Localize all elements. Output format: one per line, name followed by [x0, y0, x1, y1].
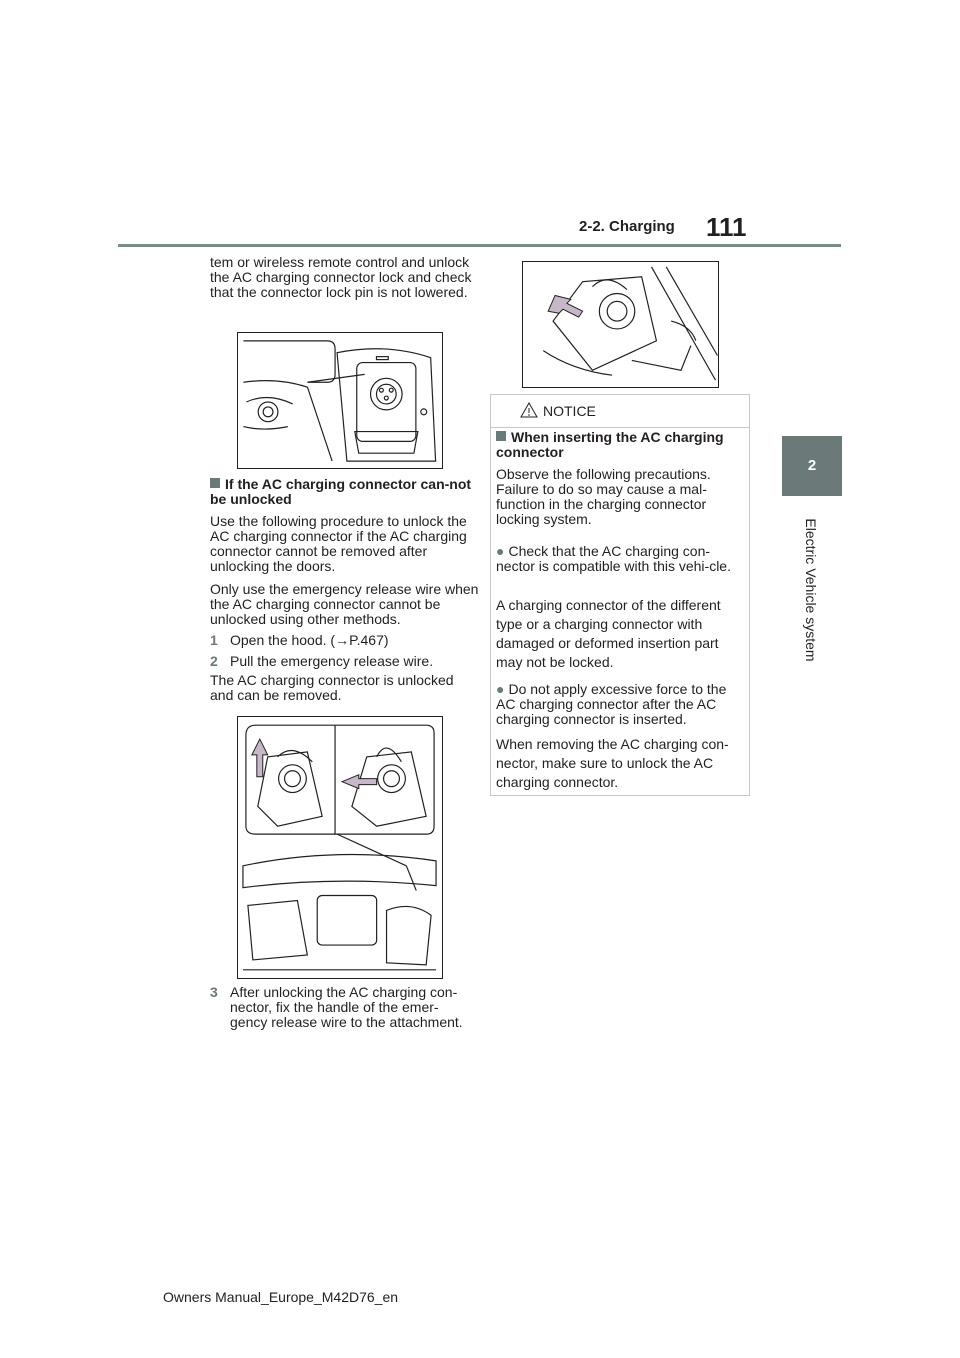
chapter-label: Electric Vehicle system: [803, 517, 819, 662]
attachment-illustration: [523, 262, 718, 387]
notice-para-removing: When removing the AC charging con-nector, make sure to unlock the AC charging connector.: [496, 736, 729, 790]
para-emergency-wire: Only use the emergency release wire when the AC charging connector cannot be unlocked using other methods.: [210, 581, 479, 627]
header-rule: [118, 244, 841, 247]
para-unlocked: The AC charging connector is unlocked and can be removed.: [210, 672, 454, 703]
charging-port-illustration: [238, 333, 442, 468]
intro-text: tem or wireless remote control and unlock the AC charging connector lock and check that the connector lock pin is not lowered.: [210, 254, 472, 300]
square-bullet-icon: [496, 431, 506, 441]
circle-bullet-icon: ●: [496, 543, 505, 559]
step-2: 2 Pull the emergency release wire.: [210, 653, 434, 669]
step-1: 1 Open the hood. (→P.467): [210, 632, 389, 648]
notice-para-different-type: A charging connector of the different type or a charging connector with damaged or deformed insertion part may not be locked.: [496, 597, 721, 670]
notice-title: NOTICE: [543, 403, 596, 419]
section-title: 2-2. Charging: [579, 218, 675, 235]
notice-bullet-compatible: ● Check that the AC charging con-nector is compatible with this vehi-cle.: [496, 543, 731, 574]
notice-para-precautions: Observe the following precautions. Failure to do so may cause a mal-function in the charging connector locking system.: [496, 466, 711, 527]
warning-triangle-icon: [520, 402, 538, 418]
circle-bullet-icon: ●: [496, 681, 505, 697]
figure-attachment: [522, 261, 719, 388]
figure-charging-port: [237, 332, 443, 469]
square-bullet-icon: [210, 478, 220, 488]
chapter-tab: 2: [782, 436, 842, 496]
notice-subhead: When inserting the AC charging connector: [496, 429, 724, 460]
figure-emergency-release: [237, 716, 443, 979]
emergency-release-illustration: [238, 717, 442, 978]
notice-bullet-force: ● Do not apply excessive force to the AC charging connector after the AC charging connector is inserted.: [496, 681, 727, 727]
footer-text: Owners Manual_Europe_M42D76_en: [163, 1289, 399, 1305]
para-procedure: Use the following procedure to unlock the AC charging connector if the AC charging connector cannot be removed after unlocking the doors.: [210, 513, 467, 574]
page-number: 111: [706, 212, 747, 242]
subhead-unlock: If the AC charging connector can-not be unlocked: [210, 476, 472, 507]
step-3: 3 After unlocking the AC charging con-nector, fix the handle of the emer-gency release wire to the attachment.: [210, 984, 463, 1030]
